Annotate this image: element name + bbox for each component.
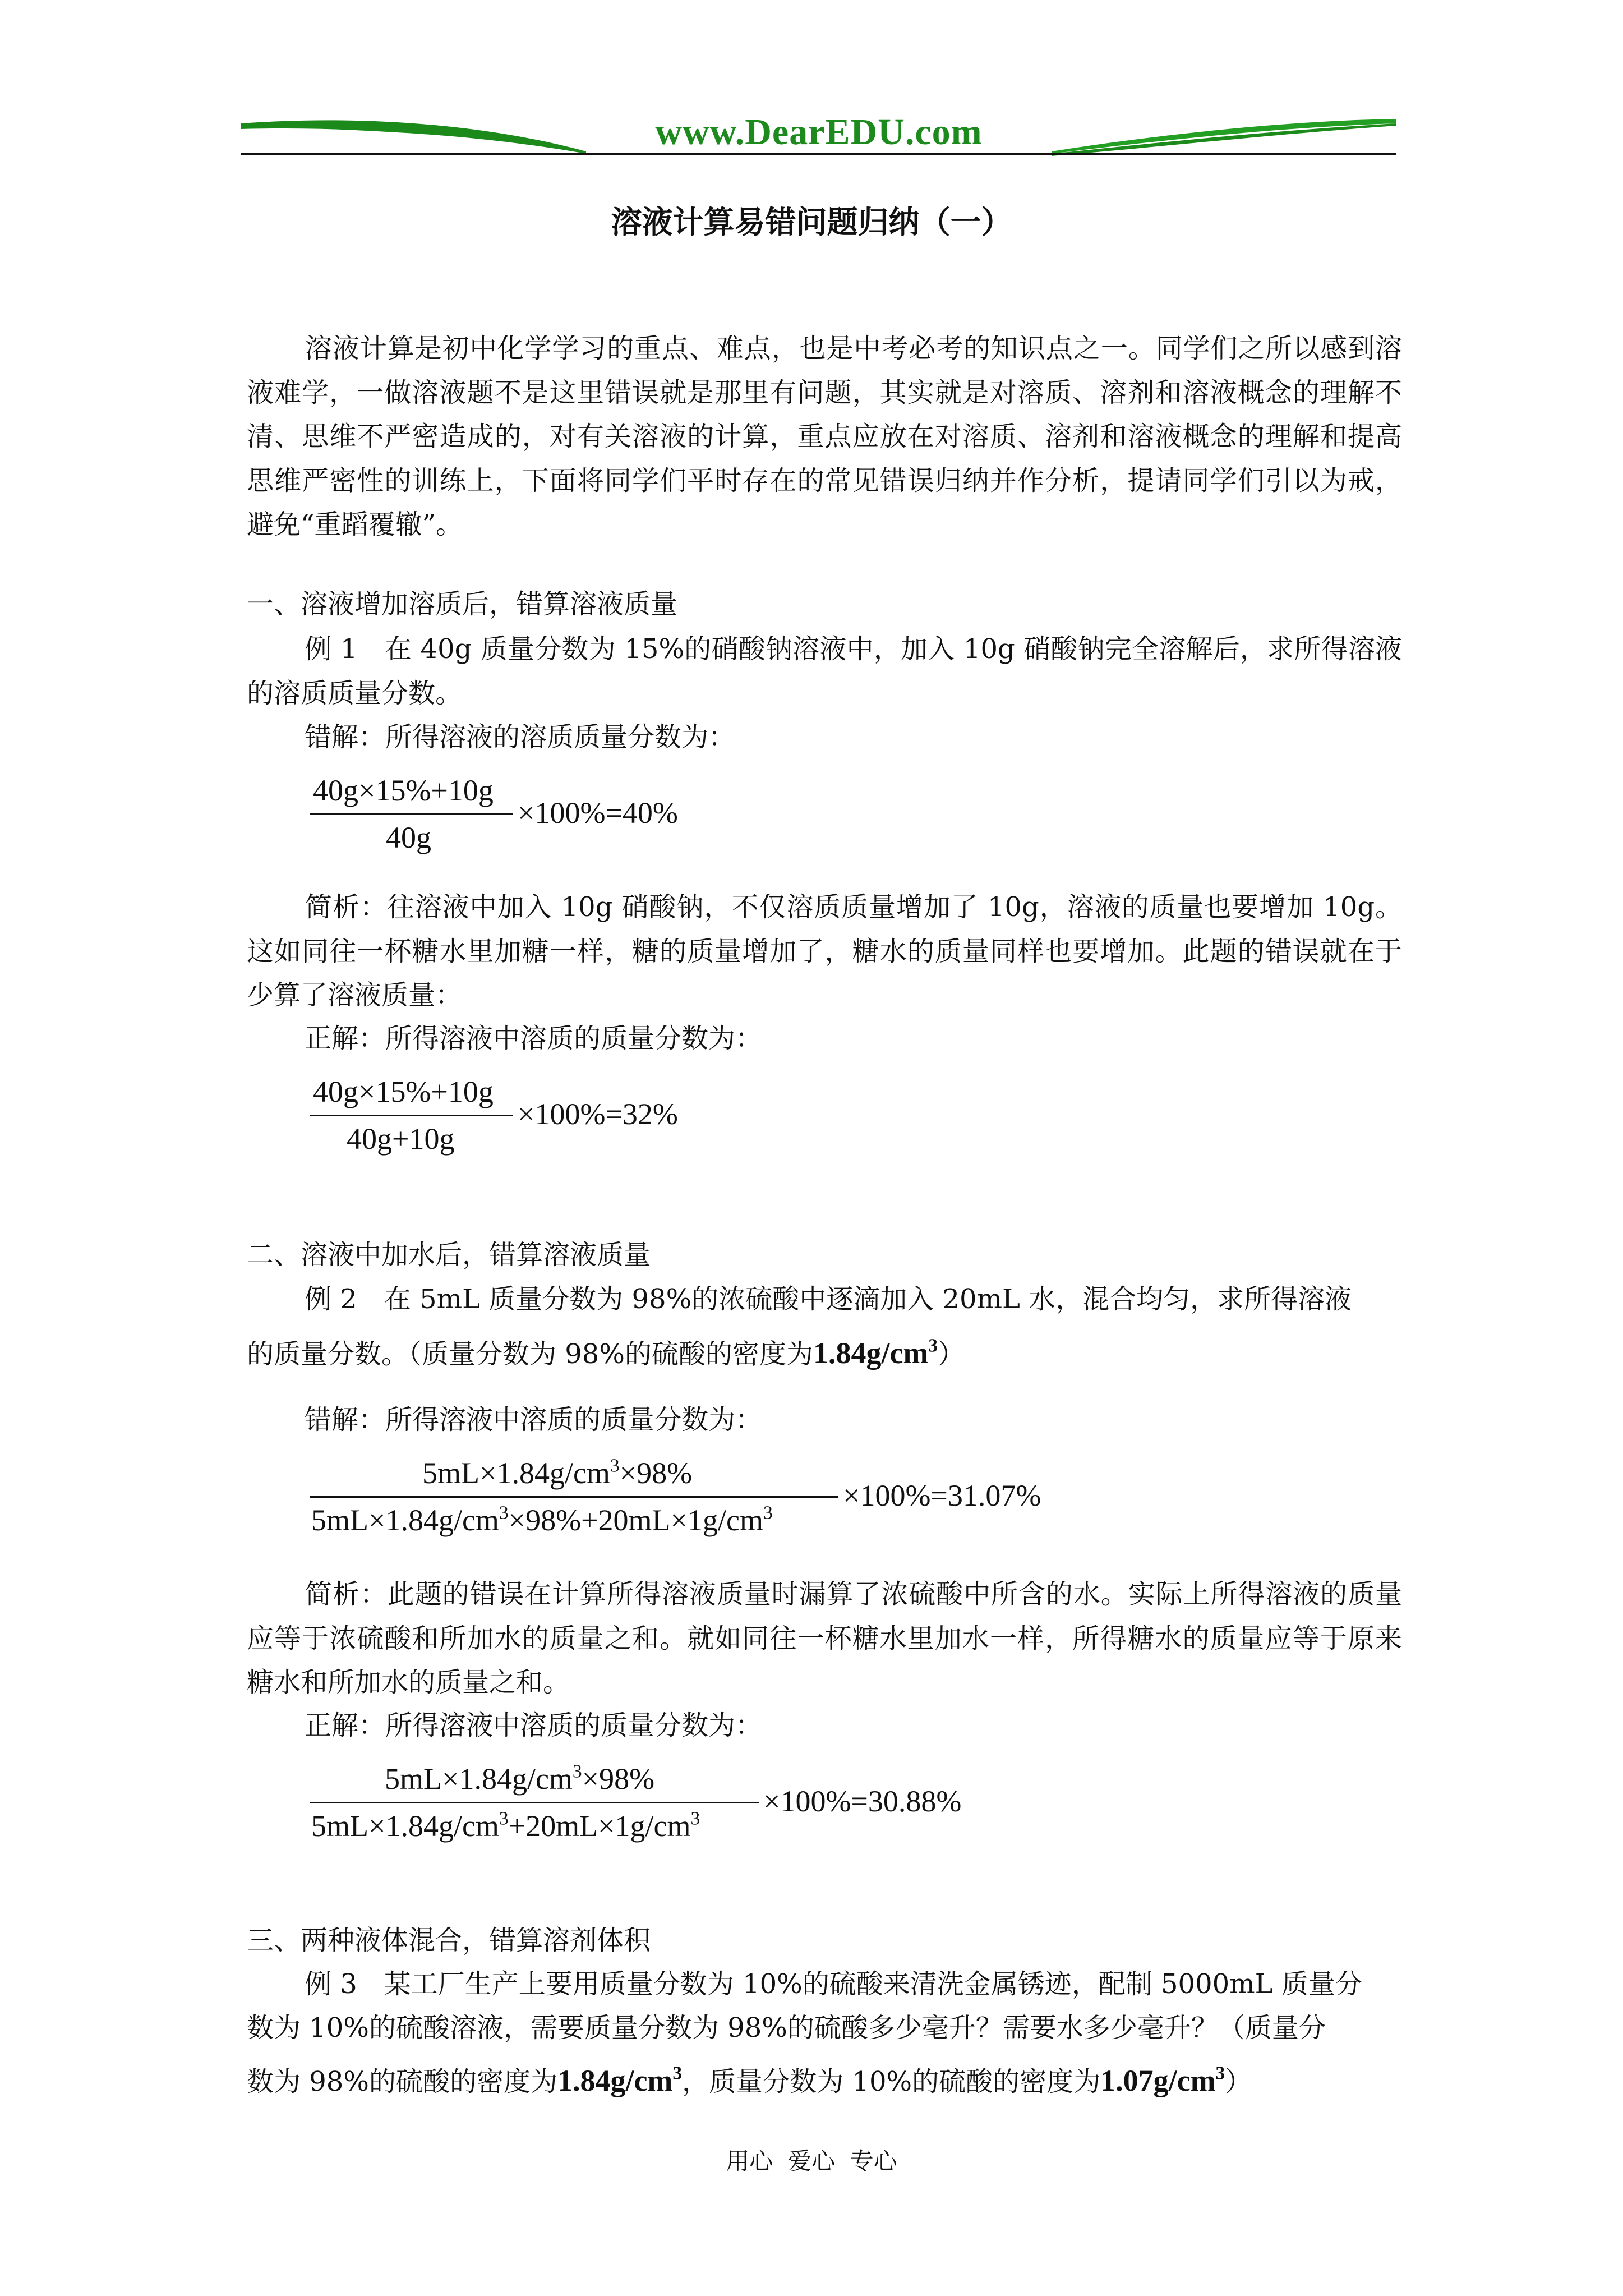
formula-numerator: $5mL\times 1.84g/cm^3\times 98\%$ xyxy=(385,1761,655,1796)
section2-wrong-label: 错解：所得溶液中溶质的质量分数为： xyxy=(305,1404,763,1435)
density-value: $1.84g/cm^3$ xyxy=(813,1335,938,1370)
formula-result: ×100%=31.07% xyxy=(843,1479,1041,1512)
section1-wrong-label: 错解：所得溶液的溶质质量分数为： xyxy=(305,721,736,753)
section1-right-label: 正解：所得溶液中溶质的质量分数为： xyxy=(305,1023,763,1054)
section1-example: 例 1 在 40g 质量分数为 15%的硝酸钠溶液中，加入 10g 硝酸钠完全溶解后，求所得溶液的溶质质量分数。 xyxy=(247,633,1402,709)
density-value: $1.84g/cm^3$ xyxy=(557,2063,683,2097)
formula-denominator: 40g xyxy=(386,821,431,854)
section2-example-line1: 例 2 在 5mL 质量分数为 98%的浓硫酸中逐滴加入 20mL 水，混合均匀，求所得溶液 xyxy=(305,1283,1352,1315)
density-value: $1.07g/cm^3$ xyxy=(1100,2063,1225,2097)
formula-numerator: 40g×15%+10g xyxy=(313,774,494,807)
fraction-bar xyxy=(310,1115,513,1116)
formula-result: ×100%=32% xyxy=(518,1097,678,1131)
section1-analysis: 简析：往溶液中加入 10g 硝酸钠，不仅溶质质量增加了 10g，溶液的质量也要增加 10g。这如同往一杯糖水里加糖一样，糖的质量增加了，糖水的质量同样也要增加。此题的错误就在于少算了溶液质量： xyxy=(247,891,1402,1011)
section2-example-line2: 的质量分数。（质量分数为 98%的硫酸的密度为$1.84g/cm^3$） xyxy=(247,1335,965,1370)
formula-denominator: $5mL\times 1.84g/cm^3+20mL\times 1g/cm^3$ xyxy=(311,1808,700,1843)
page-title: 溶液计算易错问题归纳（一） xyxy=(611,204,1012,240)
section2-analysis: 简析：此题的错误在计算所得溶液质量时漏算了浓硫酸中所含的水。实际上所得溶液的质量应等于浓硫酸和所加水的质量之和。就如同往一杯糖水里加水一样，所得糖水的质量应等于原来糖水和所加水的质量之和。 xyxy=(247,1579,1402,1698)
fraction-bar xyxy=(310,1496,838,1498)
page-footer: 用心 爱心 专心 xyxy=(726,2147,897,2175)
formula-denominator: $5mL\times 1.84g/cm^3\times 98\%+20mL\times 1g/cm^3$ xyxy=(311,1502,773,1537)
formula-numerator: $5mL\times 1.84g/cm^3\times 98\%$ xyxy=(422,1455,693,1490)
section3-example-line3: 数为 98%的硫酸的密度为$1.84g/cm^3$，质量分数为 10%的硫酸的密度为$1.07g/cm^3$） xyxy=(247,2063,1252,2097)
intro-text: 溶液计算是初中化学学习的重点、难点，也是中考必考的知识点之一。同学们之所以感到溶液难学，一做溶液题不是这里错误就是那里有问题，其实就是对溶质、溶剂和溶液概念的理解不清、思维不严密造成的，对有关溶液的计算，重点应放在对溶质、溶剂和溶液概念的理解和提高思维严密性的训练上，下面将同学们平时存在的常见错误归纳并作分析，提请同学们引以为戒，避免“重蹈覆辙”。 xyxy=(247,333,1402,540)
formula-result: ×100%=30.88% xyxy=(763,1784,962,1818)
section2-right-label: 正解：所得溶液中溶质的质量分数为： xyxy=(305,1710,763,1741)
formula-denominator: 40g+10g xyxy=(347,1122,455,1156)
section1-heading: 一、溶液增加溶质后，错算溶液质量 xyxy=(247,588,678,620)
fraction-bar xyxy=(310,813,513,815)
header-rule xyxy=(241,153,1396,155)
formula-numerator: 40g×15%+10g xyxy=(313,1075,494,1108)
formula-result: ×100%=40% xyxy=(518,796,678,830)
site-logo-text: www.DearEDU.com xyxy=(655,112,983,153)
section3-example-line1: 例 3 某工厂生产上要用质量分数为 10%的硫酸来清洗金属锈迹，配制 5000mL 质量分 xyxy=(305,1968,1362,2000)
intro-paragraph xyxy=(247,326,1402,547)
section3-example-line2: 数为 10%的硫酸溶液，需要质量分数为 98%的硫酸多少毫升？需要水多少毫升？（质量分 xyxy=(247,2012,1326,2044)
section2-heading: 二、溶液中加水后，错算溶液质量 xyxy=(247,1239,651,1271)
section3-heading: 三、两种液体混合，错算溶剂体积 xyxy=(247,1925,651,1956)
site-header xyxy=(241,107,1396,160)
fraction-bar xyxy=(310,1802,759,1803)
